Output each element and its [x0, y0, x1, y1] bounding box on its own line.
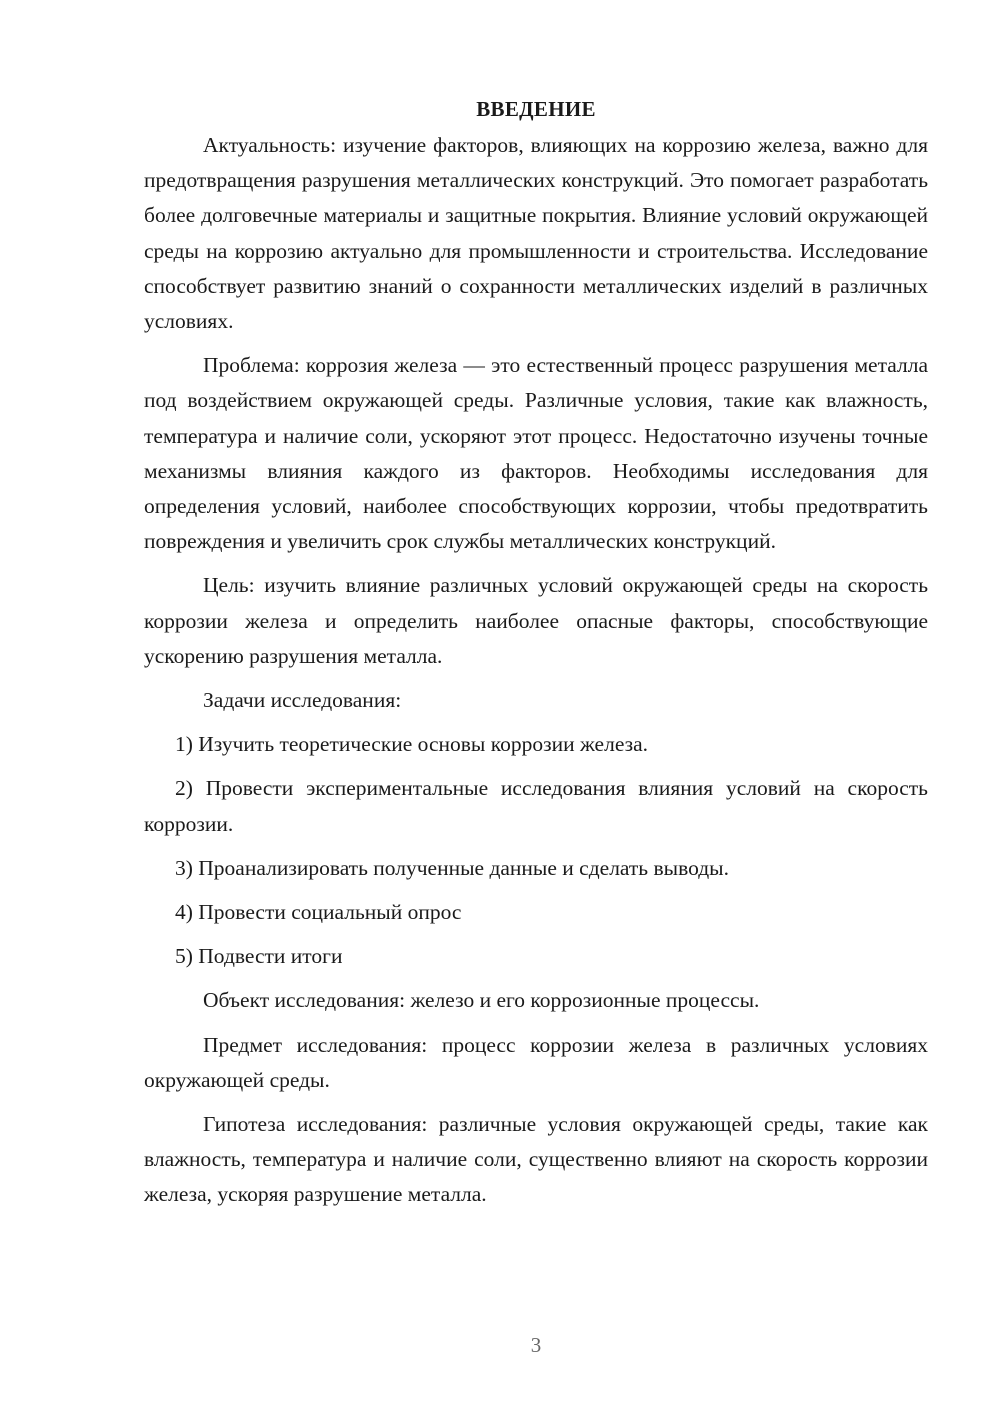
subject-paragraph: Предмет исследования: процесс коррозии железа в различных условиях окружающей среды. [144, 1032, 928, 1092]
goal-paragraph: Цель: изучить влияние различных условий окружающей среды на скорость коррозии железа и определить наиболее опасные факторы, способствующие ускорению разрушения металла. [144, 573, 928, 668]
page-number: 3 [530, 1333, 542, 1357]
document-page [144, 92, 928, 1222]
task-item: 5) Подвести итоги [175, 944, 343, 969]
task-item: 1) Изучить теоретические основы коррозии железа. [175, 732, 649, 757]
hypothesis-paragraph: Гипотеза исследования: различные условия окружающей среды, такие как влажность, температура и наличие соли, существенно влияют на скорость коррозии железа, ускоряя разрушение металла. [144, 1112, 928, 1207]
relevance-paragraph: Актуальность: изучение факторов, влияющих на коррозию железа, важно для предотвращения разрушения металлических конструкций. Это помогает разработать более долговечные материалы и защитные покрытия. Влияние условий окружающей среды на коррозию актуально для промышленности и строительства. Исследование способствует развитию знаний о сохранности металлических изделий в различных условиях. [144, 133, 928, 334]
object-paragraph: Объект исследования: железо и его коррозионные процессы. [203, 988, 760, 1013]
task-item: 3) Проанализировать полученные данные и сделать выводы. [175, 855, 729, 880]
tasks-heading: Задачи исследования: [203, 688, 402, 713]
problem-paragraph: Проблема: коррозия железа — это естественный процесс разрушения металла под воздействием окружающей среды. Различные условия, такие как влажность, температура и наличие соли, ускоряют этот процесс. Недостаточно изучены точные механизмы влияния каждого из факторов. Необходимы исследования для определения условий, наиболее способствующих коррозии, чтобы предотвратить повреждения и увеличить срок службы металлических конструкций. [144, 353, 928, 554]
task-item: 4) Провести социальный опрос [175, 900, 462, 925]
task-item: 2) Провести экспериментальные исследования влияния условий на скорость коррозии. [144, 776, 928, 836]
document-title: ВВЕДЕНИЕ [476, 97, 596, 121]
